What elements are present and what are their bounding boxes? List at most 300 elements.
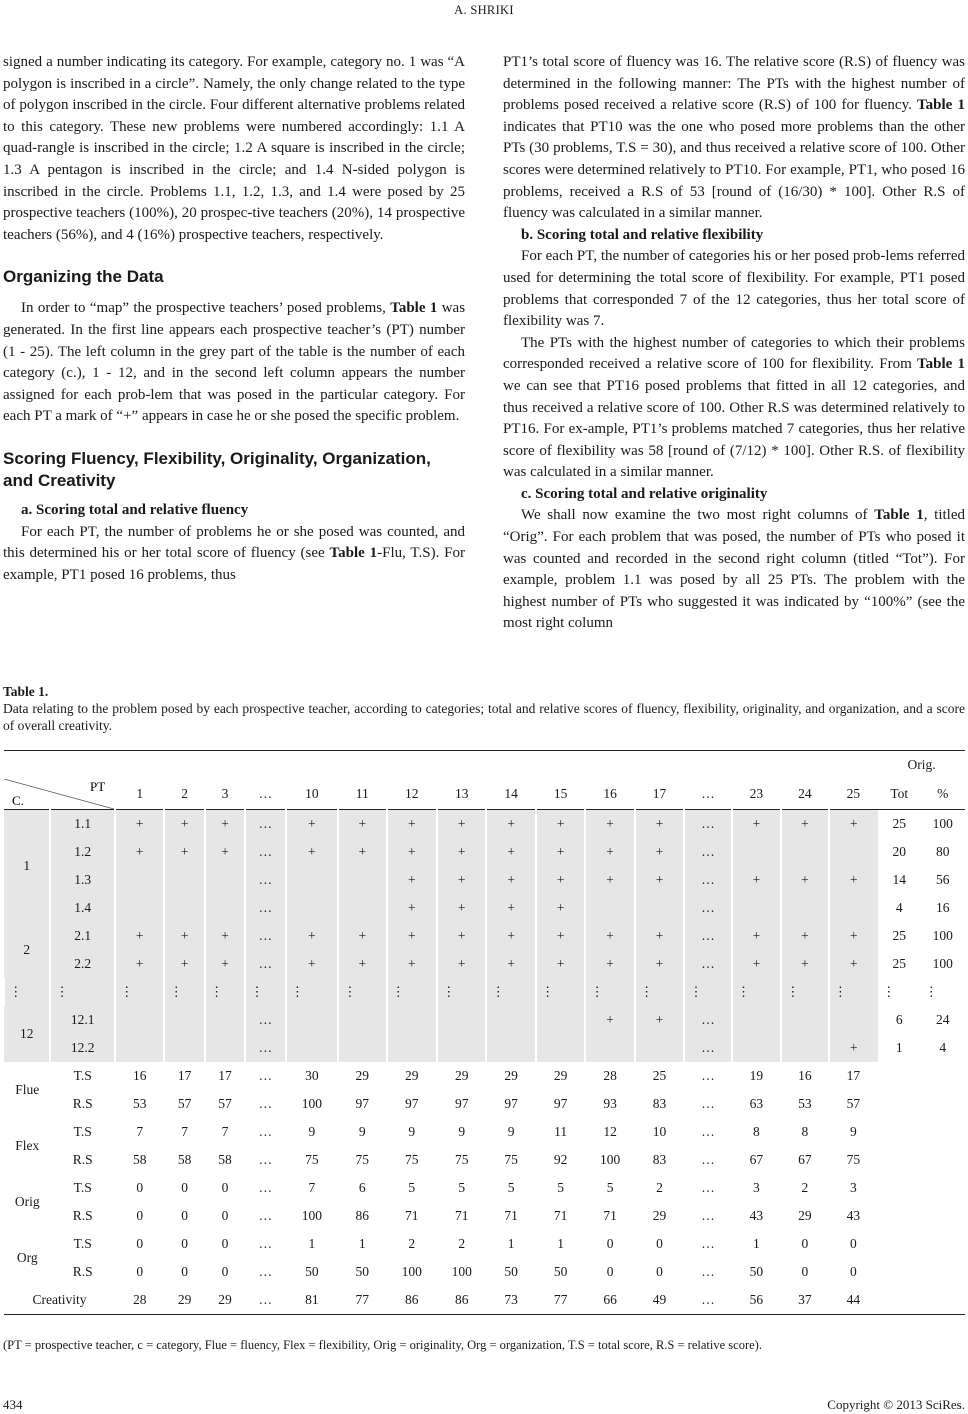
score-cell: 63 xyxy=(749,1096,764,1111)
creativity-cell: 29 xyxy=(164,1286,204,1315)
score-cell: … xyxy=(258,1068,273,1083)
mark-cell: + xyxy=(387,810,437,839)
tot-header: Tot xyxy=(878,779,920,810)
empty-cell xyxy=(878,1090,920,1118)
mark-cell xyxy=(164,894,204,922)
mark-cell xyxy=(732,838,781,866)
paragraph: The PTs with the highest number of categories to which their problems corresponded received a relative score of 100 for flexibility. From Table 1 we can see that PT16 posed problems that fitted in all 12 categories, and thus received a relative score of 100. Other R.S was determined relatively to PT16. For ex-ample, PT1’s problems matched 7 categories, thus her relative score of flexibility was 58 [round of (7/12) * 100]. Other R.S. of flexibility was calculated in a similar manner. xyxy=(503,334,965,481)
tot-cell: 4 xyxy=(895,900,903,915)
score-cell: 0 xyxy=(136,1208,144,1223)
score-cell: 58 xyxy=(177,1152,192,1167)
creativity-cell: 73 xyxy=(486,1286,535,1315)
score-cell: … xyxy=(701,1264,715,1279)
mark-cell: + xyxy=(781,866,828,894)
score-cell: 0 xyxy=(181,1208,189,1223)
mark-cell xyxy=(164,1034,204,1062)
score-cell: 100 xyxy=(301,1096,322,1111)
table-row xyxy=(4,1258,965,1286)
score-cell: 1 xyxy=(753,1236,760,1251)
mark-cell: + xyxy=(437,922,486,950)
score-cell: 43 xyxy=(749,1208,764,1223)
tot-cell: 14 xyxy=(892,872,906,887)
pct-cell: 4 xyxy=(939,1040,947,1055)
score-cell: 71 xyxy=(504,1208,518,1223)
score-cell: 0 xyxy=(221,1180,229,1195)
score-cell: 8 xyxy=(753,1124,760,1139)
vdots-cell: ⋮ xyxy=(164,978,204,1006)
pct-cell: 56 xyxy=(935,872,950,887)
score-cell: 7 xyxy=(136,1124,144,1139)
score-cell: … xyxy=(258,1152,273,1167)
vdots-cell: ⋮ xyxy=(829,978,878,1006)
mark-cell: + xyxy=(205,950,245,978)
score-cell: … xyxy=(258,1124,273,1139)
data-table xyxy=(3,750,965,1315)
vdots-cell: ⋮ xyxy=(781,978,828,1006)
orig-header: Orig. xyxy=(878,751,965,780)
score-cell: … xyxy=(701,1236,715,1251)
score-cell: 71 xyxy=(405,1208,419,1223)
mark-cell: + xyxy=(781,922,828,950)
score-cell: … xyxy=(258,1236,273,1251)
paragraph: PT1’s total score of fluency was 16. The relative score (R.S) of fluency was determined in the following manner: The PTs with the highest number of problems posed received a relative score (R.S) of 100 for fluency. Table 1 indicates that PT10 was the one who posed more problems than the other PTs (30 problems, T.S = 30), and thus received a relative score of 100. Other scores were determined relatively to PT10. For example, PT1, who posed 16 problems, received a R.S of 53 [round of (16/30) * 100]. Other R.S of fluency was calculated in a similar manner. xyxy=(503,54,966,222)
score-cell: 7 xyxy=(308,1180,316,1195)
mark-cell: + xyxy=(437,838,486,866)
mark-cell xyxy=(205,1034,245,1062)
mark-cell: + xyxy=(286,838,338,866)
mark-cell: + xyxy=(437,866,486,894)
score-cell: … xyxy=(258,1096,273,1111)
mark-cell xyxy=(205,894,245,922)
mark-cell: + xyxy=(536,838,585,866)
pt-header-cell: 16 xyxy=(585,779,634,810)
score-cell: 9 xyxy=(308,1124,316,1139)
c-label: C. xyxy=(12,793,24,808)
pt-header-cell: 3 xyxy=(205,779,245,810)
score-type-cell: R.S xyxy=(72,1208,93,1223)
score-cell: 0 xyxy=(181,1236,189,1251)
right-column xyxy=(503,52,965,635)
pt-c-corner xyxy=(4,779,115,810)
score-cell: 58 xyxy=(132,1152,147,1167)
score-cell: 29 xyxy=(454,1068,469,1083)
score-cell: 1 xyxy=(557,1236,564,1251)
problem-id-cell: 2.2 xyxy=(50,950,115,978)
mark-cell xyxy=(338,1006,386,1034)
score-cell: 53 xyxy=(132,1096,147,1111)
pt-header-cell: 10 xyxy=(286,779,338,810)
mark-cell: + xyxy=(585,922,634,950)
score-cell: 17 xyxy=(177,1068,192,1083)
mark-cell: + xyxy=(585,838,634,866)
vdots-cell: ⋮ xyxy=(882,984,896,999)
table-row xyxy=(4,1174,965,1202)
creativity-cell: 77 xyxy=(338,1286,386,1315)
table-row xyxy=(4,922,965,950)
score-cell: 29 xyxy=(652,1208,667,1223)
table-label: Table 1. xyxy=(3,684,49,699)
table-row xyxy=(4,978,965,1006)
mark-cell: + xyxy=(115,950,164,978)
vdots-cell: ⋮ xyxy=(115,978,164,1006)
score-cell: 97 xyxy=(355,1096,370,1111)
mark-cell: + xyxy=(635,1006,684,1034)
score-group-cell: Orig xyxy=(14,1194,40,1209)
empty-cell xyxy=(878,1258,920,1286)
mark-cell: + xyxy=(437,894,486,922)
mark-cell: … xyxy=(684,866,731,894)
pt-header-cell: 23 xyxy=(732,779,781,810)
score-cell: 29 xyxy=(504,1068,518,1083)
tot-cell: 25 xyxy=(892,928,906,943)
mark-cell: + xyxy=(829,1034,878,1062)
paragraph: signed a number indicating its category. For example, category no. 1 was “A polygon is inscribed in a circle”. Namely, the only change related to the type of polygon inscribed in the circle. Four different alternative problems related to this category. These new problems were numbered accordingly: 1.1 A quad-rangle is inscribed in the circle; 1.2 A square is inscribed in the circle; 1.3 A pentagon is inscribed in the circle; and 1.4 N-sided polygon is inscribed in the circle. Problems 1.1, 1.2, 1.3, and 1.4 were posed by 25 prospective teachers (100%), 20 prospec-tive teachers (20%), 14 prospective teachers (56%), and 4 (16%) prospective teachers, respectively. xyxy=(3,54,465,243)
score-cell: 67 xyxy=(798,1152,812,1167)
score-cell: 0 xyxy=(849,1264,857,1279)
category-cell: 1 xyxy=(4,810,50,923)
table-row xyxy=(4,810,965,839)
score-cell: 0 xyxy=(221,1208,229,1223)
score-cell: 17 xyxy=(846,1068,861,1083)
creativity-cell: 44 xyxy=(829,1286,878,1315)
mark-cell: + xyxy=(635,866,684,894)
mark-cell: + xyxy=(387,894,437,922)
mark-cell: + xyxy=(486,810,535,839)
table-footnote: (PT = prospective teacher, c = category, Flue = fluency, Flex = flexibility, Orig = originality, Org = organization, T.S = total score, R.S = relative score). xyxy=(3,1338,762,1352)
creativity-cell: 56 xyxy=(732,1286,781,1315)
vdots-cell: ⋮ xyxy=(924,984,938,999)
mark-cell xyxy=(781,894,828,922)
score-cell: 75 xyxy=(405,1152,419,1167)
score-cell: 7 xyxy=(221,1124,229,1139)
creativity-cell: … xyxy=(684,1286,731,1315)
page-number: 434 xyxy=(3,1397,23,1412)
table-row xyxy=(4,1202,965,1230)
score-cell: … xyxy=(701,1124,715,1139)
paragraph: For each PT, the number of problems he or she posed was counted, and this determined his or her total score of fluency (see Table 1-Flu, T.S). For example, PT1 posed 16 problems, thus xyxy=(3,523,465,583)
mark-cell xyxy=(286,894,338,922)
score-cell: 0 xyxy=(136,1180,144,1195)
mark-cell xyxy=(635,1034,684,1062)
pct-cell: 80 xyxy=(935,844,950,859)
score-cell: 0 xyxy=(221,1236,229,1251)
score-cell: 19 xyxy=(749,1068,764,1083)
mark-cell xyxy=(338,1034,386,1062)
empty-cell xyxy=(920,1258,965,1286)
vdots-cell: ⋮ xyxy=(585,978,634,1006)
mark-cell xyxy=(164,1006,204,1034)
mark-cell: + xyxy=(164,838,204,866)
mark-cell: + xyxy=(781,950,828,978)
score-cell: 30 xyxy=(305,1068,319,1083)
score-cell: 43 xyxy=(846,1208,861,1223)
pt-header-cell: 13 xyxy=(437,779,486,810)
empty-cell xyxy=(920,1118,965,1146)
mark-cell: + xyxy=(732,866,781,894)
score-cell: 2 xyxy=(408,1236,416,1251)
score-cell: 50 xyxy=(504,1264,518,1279)
score-type-cell: T.S xyxy=(73,1180,92,1195)
vdots-cell: ⋮ xyxy=(50,978,115,1006)
problem-id-cell: 12.2 xyxy=(50,1034,115,1062)
mark-cell: + xyxy=(635,950,684,978)
score-cell: 71 xyxy=(603,1208,617,1223)
mark-cell: + xyxy=(338,810,386,839)
tot-cell: 25 xyxy=(892,956,906,971)
score-cell: 0 xyxy=(606,1236,614,1251)
mark-cell xyxy=(338,866,386,894)
paragraph: In order to “map” the prospective teachers’ posed problems, Table 1 was generated. In the first line appears each prospective teacher’s (PT) number (1 - 25). The left column in the grey part of the table is the number of each category (c.), 1 - 12, and in the second left column appears the number assigned for each prob-lem that was posed in the particular category. For each PT a mark of “+” appears in case he or she posed the specific problem. xyxy=(3,300,466,425)
score-cell: 75 xyxy=(846,1152,861,1167)
score-cell: 100 xyxy=(451,1264,472,1279)
empty-cell xyxy=(878,1230,920,1258)
score-cell: … xyxy=(701,1152,715,1167)
score-cell: 29 xyxy=(798,1208,812,1223)
creativity-cell: … xyxy=(245,1286,285,1315)
vdots-cell: ⋮ xyxy=(387,978,437,1006)
mark-cell: + xyxy=(286,922,338,950)
mark-cell xyxy=(781,1006,828,1034)
mark-cell: + xyxy=(829,810,878,839)
creativity-cell: 29 xyxy=(205,1286,245,1315)
empty-cell xyxy=(920,1090,965,1118)
mark-cell: + xyxy=(486,950,535,978)
creativity-cell: 86 xyxy=(437,1286,486,1315)
empty-cell xyxy=(878,1146,920,1174)
score-cell: 1 xyxy=(308,1236,316,1251)
table-row xyxy=(4,1146,965,1174)
score-cell: 29 xyxy=(405,1068,419,1083)
table-row xyxy=(4,866,965,894)
mark-cell xyxy=(115,1006,164,1034)
score-type-cell: T.S xyxy=(73,1124,92,1139)
mark-cell: + xyxy=(732,950,781,978)
vdots-cell: ⋮ xyxy=(732,978,781,1006)
score-cell: … xyxy=(258,1208,273,1223)
score-type-cell: T.S xyxy=(73,1068,92,1083)
score-cell: 75 xyxy=(504,1152,518,1167)
mark-cell: + xyxy=(437,950,486,978)
score-cell: 93 xyxy=(603,1096,617,1111)
mark-cell: … xyxy=(684,838,731,866)
vdots-cell: ⋮ xyxy=(205,978,245,1006)
mark-cell xyxy=(536,1006,585,1034)
tot-cell: 6 xyxy=(895,1012,903,1027)
pt-header-cell: … xyxy=(684,779,731,810)
problem-id-cell: 12.1 xyxy=(50,1006,115,1034)
score-type-cell: R.S xyxy=(72,1096,93,1111)
score-cell: 25 xyxy=(652,1068,667,1083)
score-cell: 0 xyxy=(221,1264,229,1279)
score-cell: 17 xyxy=(218,1068,232,1083)
mark-cell: … xyxy=(245,866,285,894)
mark-cell: + xyxy=(338,922,386,950)
mark-cell: + xyxy=(387,922,437,950)
mark-cell: … xyxy=(684,1034,731,1062)
score-cell: 0 xyxy=(801,1264,809,1279)
table-row xyxy=(4,1286,965,1315)
running-header: A. SHRIKI xyxy=(454,3,514,17)
mark-cell: + xyxy=(205,838,245,866)
pt-header-cell: 24 xyxy=(781,779,828,810)
table-row xyxy=(4,1062,965,1090)
mark-cell: + xyxy=(536,922,585,950)
subsection-heading-originality: c. Scoring total and relative originality xyxy=(521,485,768,502)
mark-cell: … xyxy=(245,950,285,978)
mark-cell xyxy=(286,1034,338,1062)
mark-cell xyxy=(286,866,338,894)
pct-cell: 16 xyxy=(935,900,950,915)
empty-cell xyxy=(920,1230,965,1258)
score-type-cell: T.S xyxy=(73,1236,92,1251)
empty-cell xyxy=(920,1286,965,1315)
mark-cell: + xyxy=(585,810,634,839)
table-row xyxy=(4,1230,965,1258)
mark-cell xyxy=(732,1034,781,1062)
diagonal-line xyxy=(4,779,114,809)
score-cell: 2 xyxy=(656,1180,663,1195)
score-cell: 0 xyxy=(606,1264,614,1279)
score-cell: 0 xyxy=(656,1236,663,1251)
score-cell: 67 xyxy=(749,1152,764,1167)
score-cell: … xyxy=(701,1180,715,1195)
mark-cell: + xyxy=(829,950,878,978)
mark-cell xyxy=(585,894,634,922)
problem-id-cell: 2.1 xyxy=(50,922,115,950)
score-cell: 83 xyxy=(652,1096,667,1111)
mark-cell: + xyxy=(829,922,878,950)
problem-id-cell: 1.1 xyxy=(50,810,115,839)
score-group-cell: Org xyxy=(16,1250,38,1265)
empty-cell xyxy=(920,1146,965,1174)
score-cell: 2 xyxy=(458,1236,466,1251)
mark-cell: + xyxy=(635,838,684,866)
tot-cell: 25 xyxy=(892,816,906,831)
vdots-cell: ⋮ xyxy=(4,978,50,1006)
mark-cell: … xyxy=(684,894,731,922)
table-caption-text: Data relating to the problem posed by each prospective teacher, according to categories; total and relative scores of fluency, flexibility, originality, and organization, and a score of overall creativity. xyxy=(3,701,965,733)
mark-cell xyxy=(781,1034,828,1062)
empty-cell xyxy=(878,1118,920,1146)
mark-cell: + xyxy=(338,950,386,978)
mark-cell: + xyxy=(437,810,486,839)
score-cell: 5 xyxy=(458,1180,466,1195)
mark-cell xyxy=(115,1034,164,1062)
pt-header-cell: 15 xyxy=(536,779,585,810)
mark-cell: … xyxy=(245,894,285,922)
mark-cell: + xyxy=(338,838,386,866)
score-cell: 5 xyxy=(557,1180,564,1195)
mark-cell xyxy=(732,1006,781,1034)
pt-header-cell: … xyxy=(245,779,285,810)
score-cell: 0 xyxy=(181,1264,189,1279)
mark-cell xyxy=(338,894,386,922)
score-cell: 97 xyxy=(405,1096,419,1111)
score-cell: 86 xyxy=(355,1208,370,1223)
score-cell: 28 xyxy=(603,1068,617,1083)
mark-cell: + xyxy=(387,838,437,866)
mark-cell xyxy=(486,1006,535,1034)
creativity-cell: 81 xyxy=(286,1286,338,1315)
mark-cell: + xyxy=(536,810,585,839)
vdots-cell: ⋮ xyxy=(536,978,585,1006)
creativity-label: Creativity xyxy=(4,1286,115,1315)
mark-cell xyxy=(781,838,828,866)
subsection-heading-fluency: a. Scoring total and relative fluency xyxy=(21,501,249,518)
pt-header-cell: 11 xyxy=(338,779,386,810)
score-cell: 9 xyxy=(358,1124,366,1139)
score-cell: 50 xyxy=(305,1264,319,1279)
score-cell: … xyxy=(701,1208,715,1223)
mark-cell: … xyxy=(684,950,731,978)
score-cell: 6 xyxy=(358,1180,366,1195)
score-cell: 50 xyxy=(355,1264,370,1279)
creativity-cell: 77 xyxy=(536,1286,585,1315)
mark-cell xyxy=(585,1034,634,1062)
pct-cell: 100 xyxy=(932,816,953,831)
score-cell: 57 xyxy=(177,1096,192,1111)
table-row xyxy=(4,950,965,978)
table-row xyxy=(4,1006,965,1034)
score-cell: 0 xyxy=(656,1264,663,1279)
mark-cell xyxy=(387,1034,437,1062)
mark-cell: + xyxy=(635,922,684,950)
empty-cell xyxy=(920,1174,965,1202)
mark-cell: + xyxy=(164,950,204,978)
score-cell: 97 xyxy=(454,1096,469,1111)
score-cell: 16 xyxy=(798,1068,812,1083)
score-cell: 100 xyxy=(599,1152,621,1167)
mark-cell: … xyxy=(684,810,731,839)
vdots-cell: ⋮ xyxy=(486,978,535,1006)
mark-cell: + xyxy=(387,866,437,894)
vdots-cell: ⋮ xyxy=(245,978,285,1006)
mark-cell xyxy=(732,894,781,922)
pt-header-cell: 25 xyxy=(829,779,878,810)
score-cell: 0 xyxy=(136,1264,144,1279)
score-group-cell: Flue xyxy=(15,1082,40,1097)
vdots-cell: ⋮ xyxy=(437,978,486,1006)
mark-cell: + xyxy=(286,950,338,978)
score-cell: … xyxy=(258,1180,273,1195)
score-cell: 0 xyxy=(136,1236,144,1251)
score-cell: 50 xyxy=(749,1264,764,1279)
mark-cell xyxy=(205,1006,245,1034)
creativity-cell: 28 xyxy=(115,1286,164,1315)
mark-cell xyxy=(829,1006,878,1034)
pt-header-cell: 1 xyxy=(115,779,164,810)
mark-cell: + xyxy=(486,922,535,950)
score-cell: 3 xyxy=(753,1180,760,1195)
score-cell: 7 xyxy=(181,1124,189,1139)
section-heading-scoring: Scoring Fluency, Flexibility, Originality, Organization, and Creativity xyxy=(3,448,431,490)
mark-cell: … xyxy=(684,1006,731,1034)
score-cell: 97 xyxy=(553,1096,568,1111)
vdots-cell: ⋮ xyxy=(684,978,731,1006)
vdots-cell: ⋮ xyxy=(338,978,386,1006)
mark-cell: + xyxy=(115,810,164,839)
mark-cell: + xyxy=(115,922,164,950)
mark-cell: … xyxy=(245,1034,285,1062)
score-type-cell: R.S xyxy=(72,1264,93,1279)
pct-cell: 24 xyxy=(935,1012,950,1027)
paragraph: We shall now examine the two most right columns of Table 1, titled “Orig”. For each problem that was posed, the number of PTs who posed it was counted and recorded in the second right column (titled “Tot”). For example, problem 1.1 was posed by all 25 PTs. The problem with the highest number of PTs who suggested it was indicated by “100%” (see the most right column xyxy=(503,507,966,632)
section-heading-organizing: Organizing the Data xyxy=(3,267,164,287)
mark-cell: + xyxy=(781,810,828,839)
score-cell: 0 xyxy=(801,1236,809,1251)
score-cell: 100 xyxy=(401,1264,422,1279)
mark-cell xyxy=(205,866,245,894)
